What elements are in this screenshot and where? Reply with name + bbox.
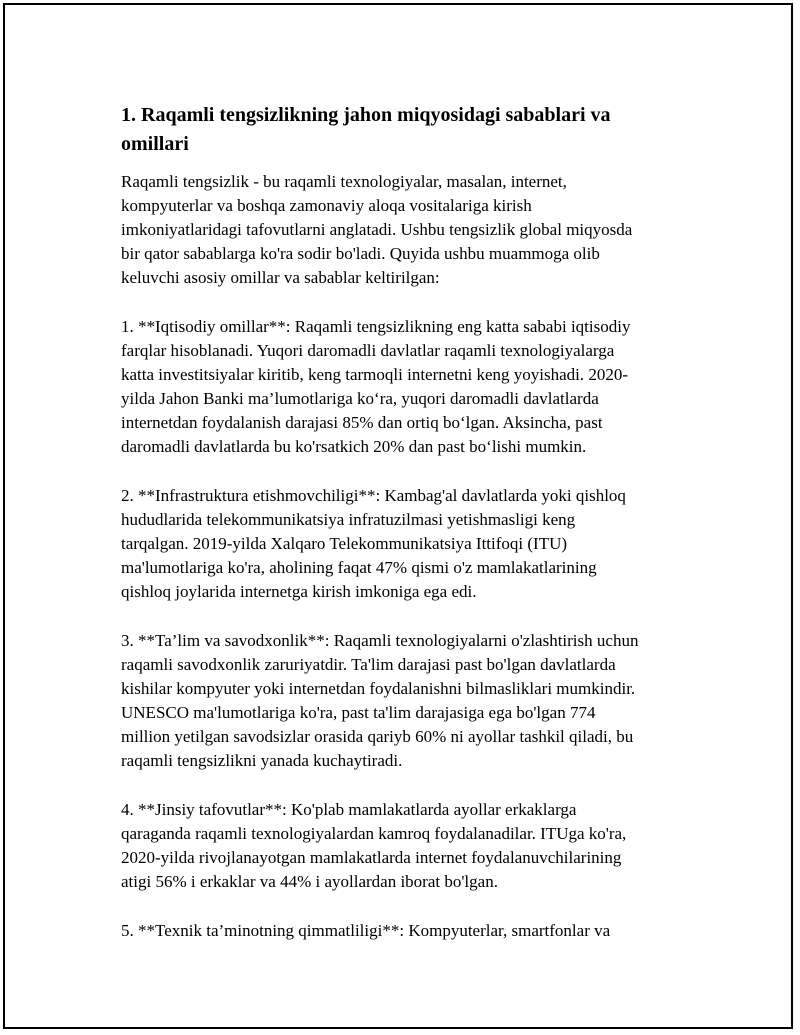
document-body <box>121 101 681 968</box>
economic-factors-paragraph: 1. **Iqtisodiy omillar**: Raqamli tengsizlikning eng katta sababi iqtisodiy farqlar hisoblanadi. Yuqori daromadli davlatlar raqamli texnologiyalarga katta investitsiyalar kiritib, keng tarmoqli internetni keng yoyishadi. 2020- yilda Jahon Banki ma’lumotlariga ko‘ra, yuqori daromadli davlatlarda internetdan foydalanish darajasi 85% dan ortiq bo‘lgan. Aksincha, past daromadli davlatlarda bu ko'rsatkich 20% dan past bo‘lishi mumkin. <box>121 316 631 457</box>
document-page <box>3 3 793 1029</box>
technical-cost-paragraph: 5. **Texnik ta’minotning qimmatliligi**: Kompyuterlar, smartfonlar va <box>121 920 611 940</box>
gender-gap-paragraph: 4. **Jinsiy tafovutlar**: Ko'plab mamlakatlarda ayollar erkaklarga qaraganda raqamli texnologiyalardan kamroq foydalanadilar. ITUga ko'ra, 2020-yilda rivojlanayotgan mamlakatlarda internet foydalanuvchilarining atigi 56% i erkaklar va 44% i ayollardan iborat bo'lgan. <box>121 800 627 892</box>
intro-paragraph: Raqamli tengsizlik - bu raqamli texnologiyalar, masalan, internet, kompyuterlar va boshqa zamonaviy aloqa vositalariga kirish imkoniyatlaridagi tafovutlarni anglatadi. Ushbu tengsizlik global miqyosda bir qator sabablarga ko'ra sodir bo'ladi. Quyida ushbu muammoga olib keluvchi asosiy omillar va sabablar keltirilgan: <box>121 172 633 288</box>
infrastructure-paragraph: 2. **Infrastruktura etishmovchiligi**: Kambag'al davlatlarda yoki qishloq hududlarida telekommunikatsiya infratuzilmasi yetishmasligi keng tarqalgan. 2019-yilda Xalqaro Telekommunikatsiya Ittifoqi (ITU) ma'lumotlariga ko'ra, aholining faqat 47% qismi o'z mamlakatlarining qishloq joylarida internetga kirish imkoniga ega edi. <box>121 486 626 602</box>
section-heading: 1. Raqamli tengsizlikning jahon miqyosidagi sabablari va omillari <box>121 104 611 155</box>
education-literacy-paragraph: 3. **Ta’lim va savodxonlik**: Raqamli texnologiyalarni o'zlashtirish uchun raqamli savodxonlik zaruriyatdir. Ta'lim darajasi past bo'lgan davlatlarda kishilar kompyuter yoki internetdan foydalanishni bilmasliklari mumkindir. UNESCO ma'lumotlariga ko'ra, past ta'lim darajasiga ega bo'lgan 774 million yetilgan savodsizlar orasida qariyb 60% ni ayollar tashkil qiladi, bu raqamli tengsizlikni yanada kuchaytiradi. <box>121 631 639 771</box>
